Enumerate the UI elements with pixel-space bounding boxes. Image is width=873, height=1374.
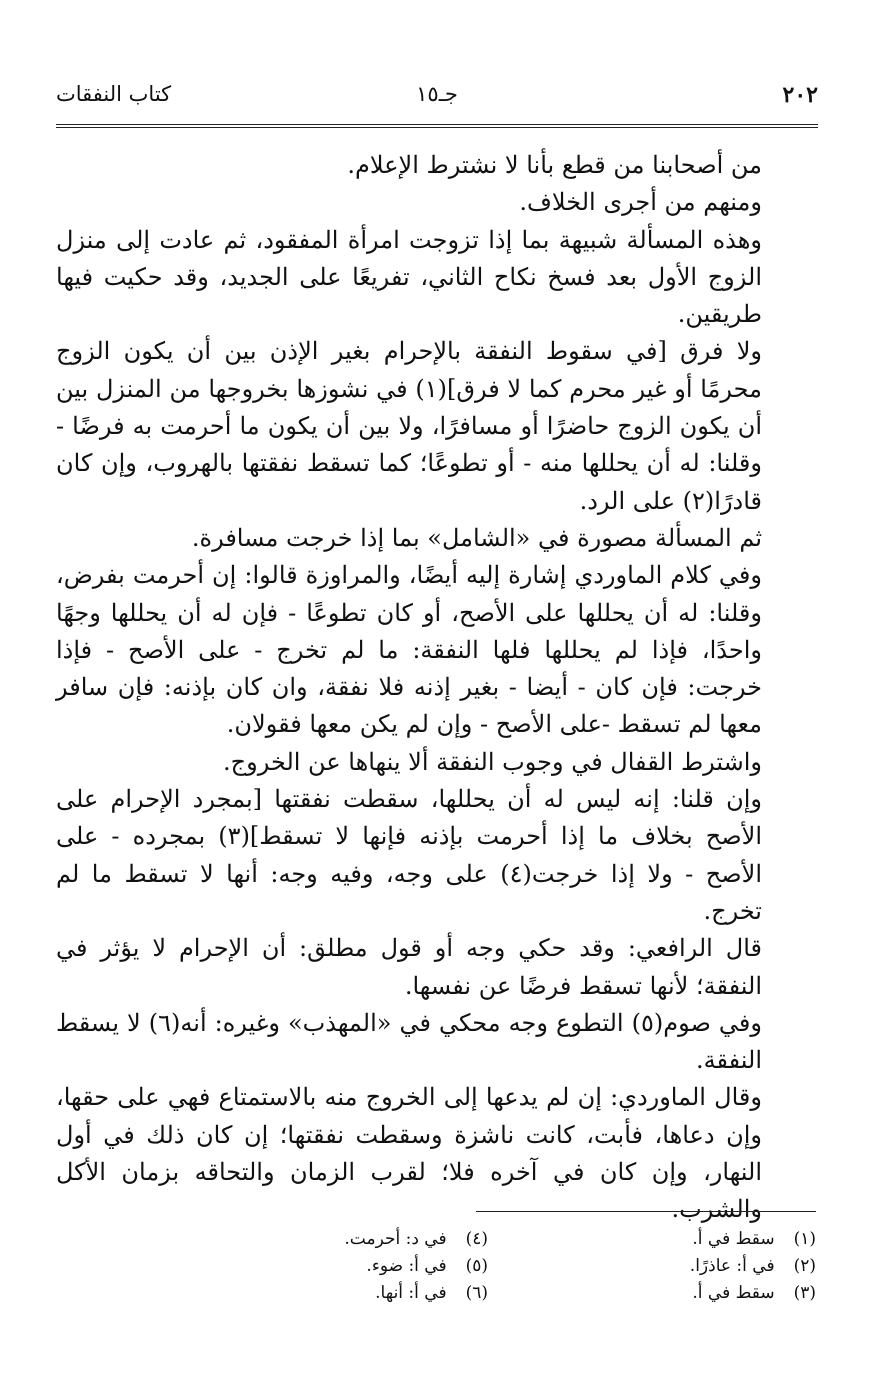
footnote-number: (٢) [793, 1256, 816, 1276]
footnote-number: (١) [793, 1229, 816, 1249]
footnote-rule [476, 1211, 816, 1212]
paragraph: ومنهم من أجرى الخلاف. [519, 188, 762, 217]
header-rule [56, 124, 818, 128]
footnote [240, 1226, 488, 1253]
footnote-text: سقط في أ. [692, 1229, 775, 1249]
footnotes [240, 1226, 816, 1307]
footnote-text: في أ: عاذرًا. [689, 1256, 775, 1276]
footnote [568, 1253, 816, 1280]
footnote-number: (٦) [465, 1283, 488, 1303]
footnote-number: (٣) [793, 1283, 816, 1303]
paragraph: وفي كلام الماوردي إشارة إليه أيضًا، والمراوزة قالوا: إن أحرمت بفرض، وقلنا: له أن يحللها على الأصح، أو كان تطوعًا - فإن له أن يحللها وجهًا واحدًا، فإذا لم يحللها فلها النفقة: ما لم تخرج - على الأصح - فإذا خرجت: فإن كان - أيضا - بغير إذنه فلا نفقة، وان كان بإذنه: فإن سافر معها لم تسقط -على الأصح - وإن لم يكن معها فقولان. [56, 561, 763, 739]
footnote-text: في د: أحرمت. [344, 1229, 447, 1249]
paragraph: وفي صوم(٥) التطوع وجه محكي في «المهذب» وغيره: أنه(٦) لا يسقط النفقة. [56, 1008, 762, 1075]
running-header [56, 82, 818, 122]
paragraph: وهذه المسألة شبيهة بما إذا تزوجت امرأة المفقود، ثم عادت إلى منزل الزوج الأول بعد فسخ نكاح الثاني، تفريعًا على الجديد، وقد حكيت فيها طريقين. [56, 225, 762, 329]
footnote-number: (٤) [465, 1229, 488, 1249]
footnote [568, 1226, 816, 1253]
footnote [240, 1280, 488, 1307]
paragraph: وقال الماوردي: إن لم يدعها إلى الخروج منه بالاستمتاع فهي على حقها، وإن دعاها، فأبت، كانت ناشزة وسقطت نفقتها؛ إن كان ذلك في أول النهار، وإن كان في آخره فلا؛ لقرب الزمان والتحاقه بزمان الأكل والشرب. [56, 1083, 762, 1224]
paragraph: من أصحابنا من قطع بأنا لا نشترط الإعلام. [347, 151, 762, 179]
paragraph: وإن قلنا: إنه ليس له أن يحللها، سقطت نفقتها [بمجرد الإحرام على الأصح بخلاف ما إذا أحرمت بإذنه فإنها لا تسقط](٣) بمجرده - على الأصح - ولا إذا خرجت(٤) على وجه، وفيه وجه: أنها لا تسقط ما لم تخرج. [56, 785, 763, 925]
footnote [568, 1280, 816, 1307]
footnote-text: في أ: أنها. [375, 1283, 447, 1303]
paragraph: ولا فرق [في سقوط النفقة بالإحرام بغير الإذن بين أن يكون الزوج محرمًا أو غير محرم كما لا فرق](١) في نشوزها بخروجها من المنزل بين أن يكون الزوج حاضرًا أو مسافرًا، ولا بين أن يكون ما أحرمت به فرضًا - وقلنا: له أن يحللها منه - أو تطوعًا؛ كما تسقط نفقتها بالهروب، وإن كان قادرًا(٢) على الرد. [56, 337, 762, 515]
footnote [240, 1253, 488, 1280]
footnote-number: (٥) [465, 1256, 488, 1276]
main-text [56, 147, 818, 1229]
paragraph: واشترط القفال في وجوب النفقة ألا ينهاها عن الخروج. [223, 747, 762, 776]
paragraph: ثم المسألة مصورة في «الشامل» بما إذا خرجت مسافرة. [191, 523, 762, 552]
footnote-text: في أ: ضوء. [366, 1256, 447, 1276]
book-title: كتاب النفقات [56, 82, 172, 106]
page-number: ٢٠٢ [782, 82, 818, 108]
volume-label: جـ١٥ [416, 82, 458, 106]
paragraph: قال الرافعي: وقد حكي وجه أو قول مطلق: أن الإحرام لا يؤثر في النفقة؛ لأنها تسقط فرضًا عن نفسها. [56, 934, 762, 1000]
footnote-text: سقط في أ. [692, 1283, 775, 1303]
